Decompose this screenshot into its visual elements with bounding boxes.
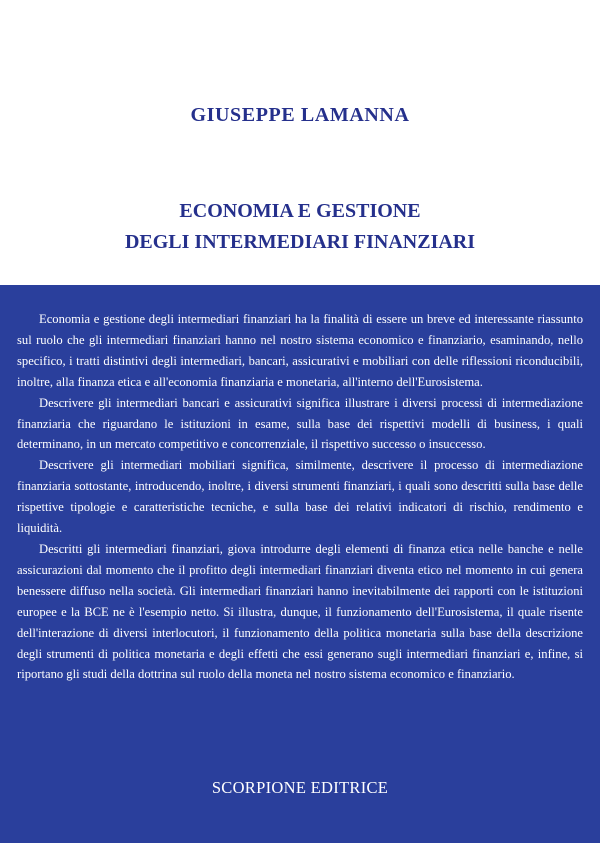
publisher-name: SCORPIONE EDITRICE [211, 778, 389, 797]
book-title [0, 196, 600, 258]
blurb-paragraph-4: Descritti gli intermediari finanziari, giova introdurre degli elementi di finanza etica nelle banche e nelle assicurazioni dal momento che il profitto degli intermediari finanziari diventa etico nel momento in cui genera benessere diffuso nella società. Gli intermediari finanziari hanno inevitabilmente dei rapporti con le istituzioni europee e la BCE ne è l'esempio netto. Si illustra, dunque, il funzionamento dell'Eurosistema, il quale risente dell'interazione di diversi interlocutori, il funzionamento della politica monetaria sulla base della descrizione degli strumenti di politica monetaria e degli effetti che essi generano sugli intermediari finanziari e, infine, si riportano gli studi della dottrina sul ruolo della moneta nel nostro sistema economico e finanziario. [17, 541, 583, 682]
book-title-line-2: DEGLI INTERMEDIARI FINANZIARI [124, 231, 476, 253]
blurb-paragraph-2: Descrivere gli intermediari bancari e assicurativi significa illustrare i diversi processi di intermediazione finanziaria che riguardano le istituzioni in esame, sulla base dei rispettivi modelli di business, i quali determinano, in un mercato competitivo e concorrenziale, il rispettivo successo o insuccesso. [17, 395, 583, 452]
back-cover-blurb [17, 309, 583, 685]
blurb-paragraph-3: Descrivere gli intermediari mobiliari significa, similmente, descrivere il processo di intermediazione finanziaria sottostante, introducendo, inoltre, i diversi strumenti finanziari, i quali sono descritti sulla base delle rispettive tipologie e caratteristiche tecniche, e sulla base dei relativi indicatori di rischio, rendimento e liquidità. [17, 458, 583, 536]
author-name: GIUSEPPE LAMANNA [190, 104, 410, 126]
blurb-paragraph-1: Economia e gestione degli intermediari finanziari ha la finalità di essere un breve ed interessante riassunto sul ruolo che gli intermediari finanziari hanno nel nostro sistema economico e finanziario, esaminando, nello specifico, i tratti distintivi degli intermediari, bancari, assicurativi e mobiliari con delle riflessioni riconducibili, inoltre, alla finanza etica e all'economia finanziaria e monetaria, all'interno dell'Eurosistema. [17, 312, 583, 389]
book-title-line-1: ECONOMIA E GESTIONE [179, 200, 421, 222]
